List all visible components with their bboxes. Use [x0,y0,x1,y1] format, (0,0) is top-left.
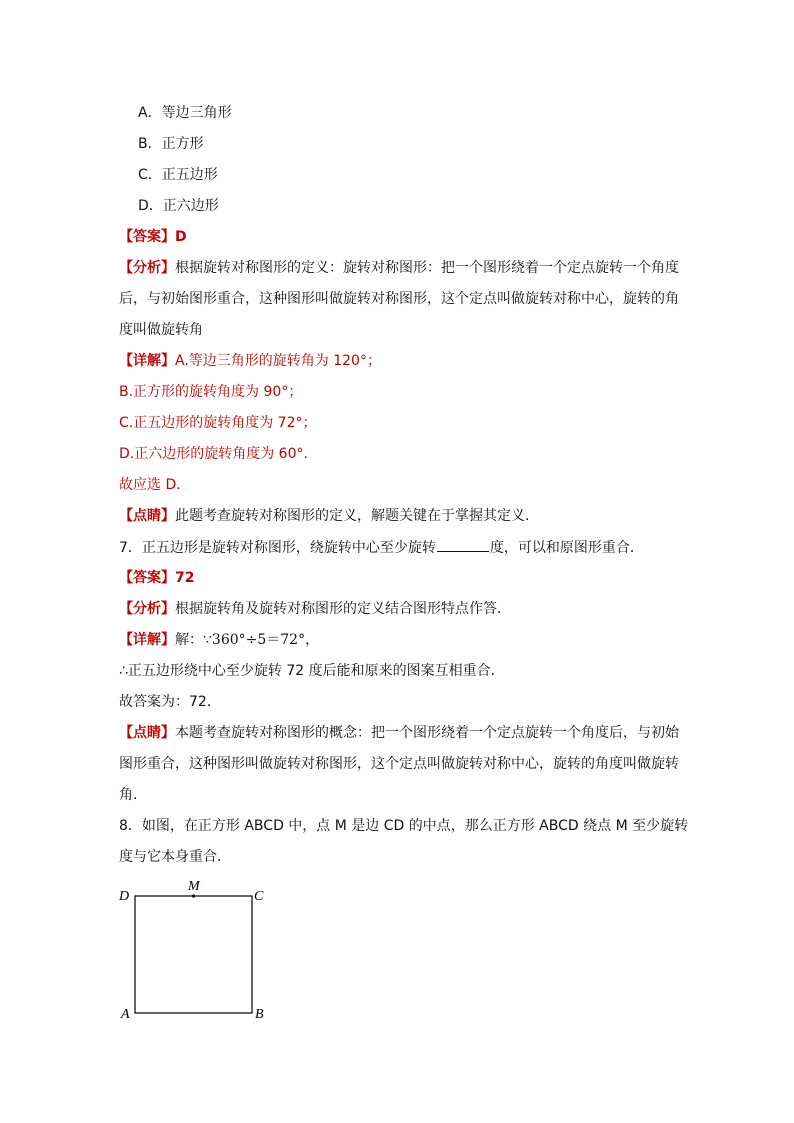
option-d: D．正六边形 [138,198,219,214]
option-b: B．正方形 [138,136,204,152]
label-c: C [254,889,264,904]
q6-comment-line [119,507,529,525]
midpoint-m [192,894,195,897]
analysis-tag: 【分析】 [119,260,175,276]
comment-tag: 【点睛】 [119,725,175,741]
label-b: B [255,1007,264,1022]
square-abcd [135,896,252,1013]
q7-answer-line [119,569,194,587]
q7-detail-line-2: ∴正五边形绕中心至少旋转 72 度后能和原来的图案互相重合． [119,663,505,679]
q6-detail-line-2: B.正方形的旋转角度为 90°； [119,384,303,400]
analysis-tag: 【分析】 [119,601,175,617]
analysis-text: 根据旋转对称图形的定义：旋转对称图形：把一个图形绕着一个定点旋转一个角度 [175,260,679,276]
comment-tag: 【点睛】 [119,508,175,524]
q7-analysis-line [119,600,511,618]
analysis-text: 根据旋转角及旋转对称图形的定义结合图形特点作答． [175,601,511,617]
q7-comment-line-1 [119,724,679,742]
detail-tag: 【详解】 [119,632,175,648]
q6-analysis-line-2: 后，与初始图形重合，这种图形叫做旋转对称图形，这个定点叫做旋转对称中心，旋转的角 [119,291,679,307]
q6-detail-line-1 [119,352,381,370]
option-a: A．等边三角形 [138,105,232,121]
q6-conclusion: 故应选 D. [119,477,181,493]
q7-conclusion: 故答案为：72． [119,694,221,710]
q7-stem-before: 7．正五边形是旋转对称图形，绕旋转中心至少旋转 [119,540,436,556]
q6-detail-line-3: C.正五边形的旋转角度为 72°； [119,415,317,431]
q7-detail-line-1 [119,631,319,649]
comment-text: 本题考查旋转对称图形的概念：把一个图形绕着一个定点旋转一个角度后，与初始 [175,725,679,741]
label-a: A [121,1007,130,1022]
comment-text: 此题考查旋转对称图形的定义，解题关键在于掌握其定义. [175,508,530,524]
detail-text: A.等边三角形的旋转角为 120°； [175,353,381,369]
q6-detail-line-4: D.正六边形的旋转角度为 60°. [119,446,308,462]
detail-math: ∵360°÷5＝72°， [203,632,320,648]
q8-stem-line-2: 度与它本身重合． [119,849,231,865]
q7-stem [119,538,644,557]
detail-tag: 【详解】 [119,353,175,369]
answer-value: 72 [175,570,195,586]
q7-comment-line-3: 角． [119,787,147,803]
square-diagram [116,876,276,1026]
detail-prefix: 解： [175,632,203,648]
answer-blank [437,538,489,552]
label-m: M [188,879,200,894]
answer-value: D [175,229,187,245]
q6-answer-line [119,228,187,246]
answer-tag: 【答案】 [119,570,175,586]
q7-comment-line-2: 图形重合，这种图形叫做旋转对称图形，这个定点叫做旋转对称中心，旋转的角度叫做旋转 [119,756,679,772]
q8-stem-line-1: 8．如图，在正方形 ABCD 中，点 M 是边 CD 的中点，那么正方形 ABCD 绕点 M 至少旋转 [119,818,689,834]
q6-analysis-line-1 [119,259,679,277]
label-d: D [119,889,130,904]
option-c: C．正五边形 [138,167,218,183]
square-figure [116,876,276,1026]
q6-analysis-line-3: 度叫做旋转角 [119,322,203,338]
q7-stem-after: 度，可以和原图形重合． [489,540,644,556]
answer-tag: 【答案】 [119,229,175,245]
